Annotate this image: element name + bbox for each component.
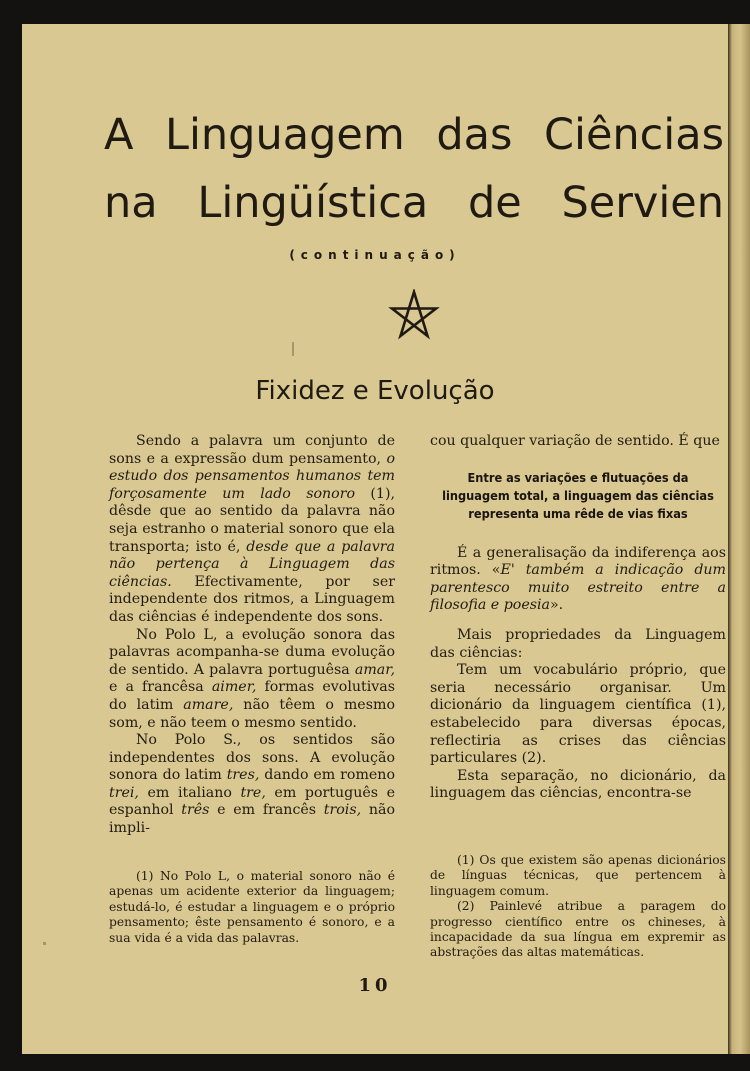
left-column <box>109 433 395 838</box>
star-icon <box>388 289 440 341</box>
title-word: A <box>104 110 134 160</box>
footnotes-left <box>109 869 395 946</box>
title-word: Linguagem <box>165 110 405 160</box>
right-column <box>430 433 726 803</box>
title-word: de <box>467 178 522 228</box>
title-word: Servien <box>561 178 724 228</box>
title-word: na <box>104 178 158 228</box>
paragraph: cou qualquer variação de sentido. É que <box>430 433 720 449</box>
page-number: 10 <box>358 975 392 996</box>
paragraph: Tem um vocabulário próprio, que seria necessário organisar. Um dicionário da linguagem científica (1), estabelecido para diversas épocas, reflectiria as crises das ciências particulares (2). <box>430 662 726 767</box>
title-word: Lingüística <box>197 178 429 228</box>
title-line-2 <box>104 178 724 228</box>
highlight-quote: Entre as variações e flutuações da linguagem total, a linguagem das ciências representa uma rêde de vias fixas <box>442 469 714 521</box>
title-word: das <box>436 110 513 160</box>
section-title: Fixidez e Evolução <box>255 376 495 406</box>
paper-mark <box>43 942 46 945</box>
paragraph: Sendo a palavra um conjunto de sons e a expressão dum pensamento, o estudo dos pensamentos humanos tem forçosamente um lado sonoro (1), dêsde que ao sentido da palavra não seja estranho o material sonoro que ela transporta; isto é, desde que a palavra não pertença à Linguagem das ciências. Efectivamente, por ser independente dos ritmos, a Linguagem das ciências é independente dos sons. <box>109 433 396 625</box>
paragraph: No Polo S., os sentidos são independentes dos sons. A evolução sonora do latim tres, dando em romeno trei, em italiano tre, em português e espanhol três e em francês trois, não impli- <box>109 732 395 837</box>
page <box>22 24 728 1054</box>
footnote: (2) Painlevé atribue a paragem do progresso científico entre os chineses, à incapacidade da sua língua em expremir as abstrações das altas matemáticas. <box>430 899 726 960</box>
footnote: (1) Os que existem são apenas dicionários de línguas técnicas, que pertencem à linguagem comum. <box>430 853 726 898</box>
paragraph: Mais propriedades da Linguagem das ciências: <box>430 626 726 661</box>
paragraph: Esta separação, no dicionário, da linguagem das ciências, encontra-se <box>430 767 726 802</box>
paragraph: É a generalisação da indiferença aos ritmos. «E' também a indicação dum parentesco muito estreito entre a filosofia e poesia». <box>430 544 727 614</box>
footnotes-right <box>430 853 726 961</box>
title-word: Ciências <box>543 110 724 160</box>
subtitle: (continuação) <box>289 248 461 262</box>
paper-mark <box>292 342 294 356</box>
title-line-1 <box>104 110 724 160</box>
paragraph: No Polo L, a evolução sonora das palavras acompanha-se duma evolução de sentido. A palavra portuguêsa amar, e a francêsa aimer, formas evolutivas do latim amare, não têem o mesmo som, e não teem o mesmo sentido. <box>109 626 395 731</box>
next-page-edge <box>728 24 750 1054</box>
footnote: (1) No Polo L, o material sonoro não é apenas um acidente exterior da linguagem; estudá-lo, é estudar a linguagem e o próprio pensamento; êste pensamento é sonoro, e a sua vida é a vida das palavras. <box>109 869 395 945</box>
